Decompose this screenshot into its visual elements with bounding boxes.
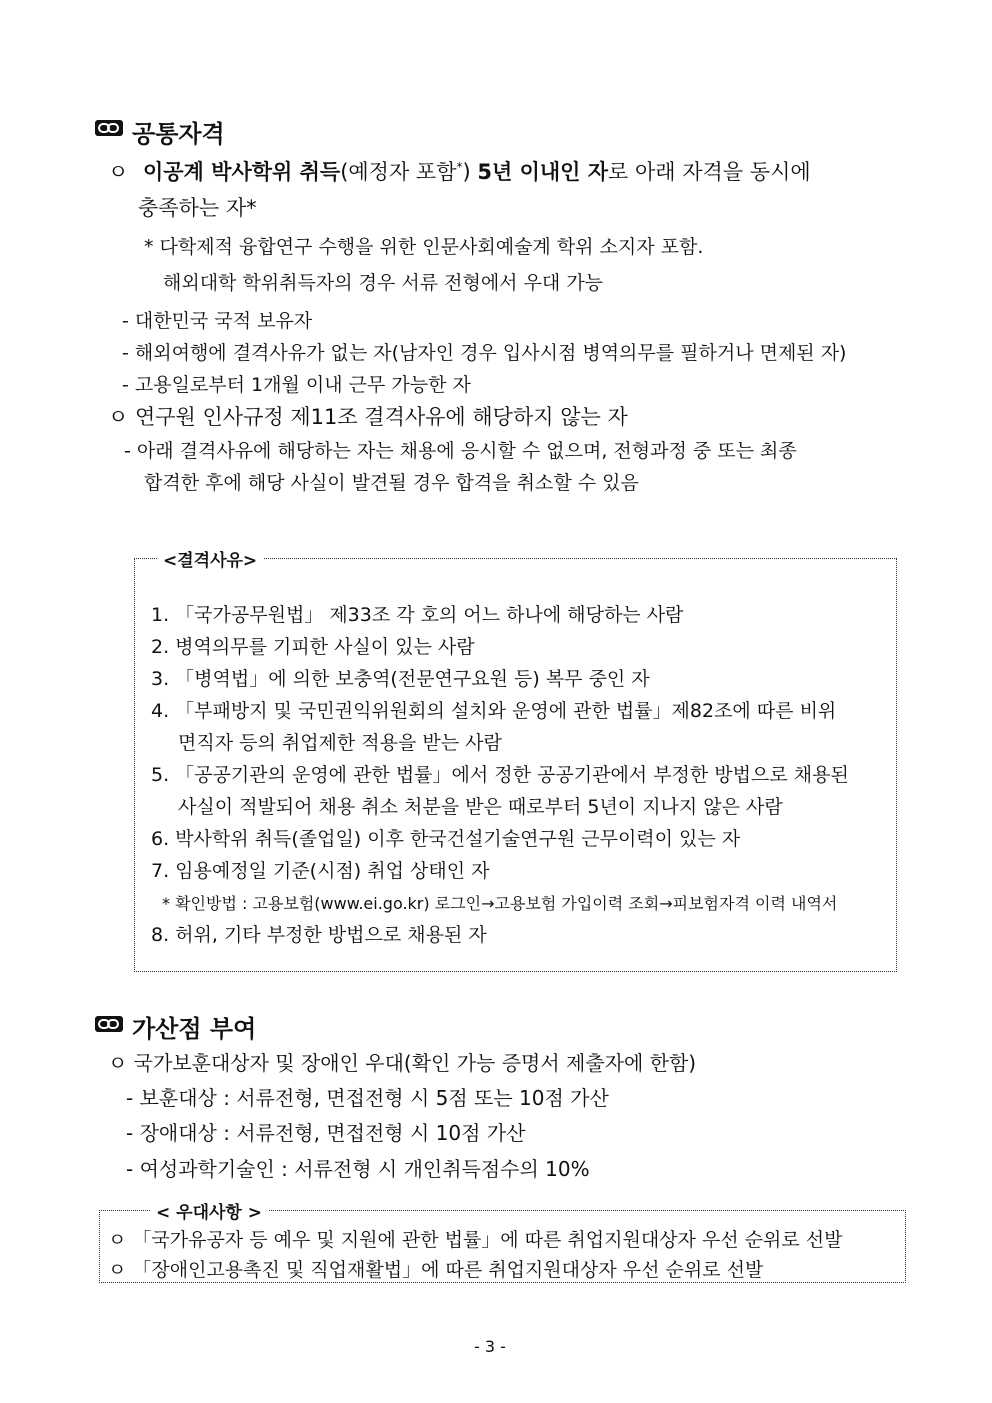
- disqualification-item-6: 6. 박사학위 취득(졸업일) 이후 한국건설기술연구원 근무이력이 있는 자: [151, 828, 741, 850]
- preference-box-title: < 우대사항 >: [150, 1198, 268, 1223]
- qualification-item-regulation: ㅇ 연구원 인사규정 제11조 결격사유에 해당하지 않는 자: [108, 405, 628, 429]
- bonus-disabled: - 장애대상 : 서류전형, 면접전형 시 10점 가산: [126, 1121, 526, 1145]
- disqualification-item-8: 8. 허위, 기타 부정한 방법으로 채용된 자: [151, 924, 487, 946]
- qualification-nationality: - 대한민국 국적 보유자: [122, 310, 313, 332]
- disqualification-item-7: 7. 임용예정일 기준(시점) 취업 상태인 자: [151, 860, 490, 882]
- disqualification-note-line1: - 아래 결격사유에 해당하는 자는 채용에 응시할 수 없으며, 전형과정 중 또는 최종: [124, 440, 797, 462]
- degree-note: (예정자 포함: [340, 160, 457, 184]
- disqualification-item-4-cont: 면직자 등의 취업제한 적용을 받는 사람: [178, 732, 502, 754]
- bullet: ㅇ: [108, 160, 129, 184]
- disqualification-item-4: 4. 「부패방지 및 국민권익위원회의 설치와 운영에 관한 법률」제82조에 따른 비위: [151, 700, 837, 722]
- link-icon: [94, 119, 124, 137]
- section-title-common-qualification: 공통자격: [132, 120, 225, 148]
- footnote-line2: 해외대학 학위취득자의 경우 서류 전형에서 우대 가능: [163, 272, 604, 294]
- qualification-item-degree-line2: 충족하는 자*: [138, 196, 257, 220]
- years-requirement: 5년 이내인 자: [477, 160, 609, 184]
- degree-requirement: 이공계 박사학위 취득: [142, 160, 341, 184]
- section-title-bonus-points: 가산점 부여: [132, 1015, 257, 1043]
- disqualification-item-3: 3. 「병역법」에 의한 보충역(전문연구요원 등) 복무 중인 자: [151, 668, 650, 690]
- disqualification-item-5: 5. 「공공기관의 운영에 관한 법률」에서 정한 공공기관에서 부정한 방법으로 채용된: [151, 764, 849, 786]
- qualification-availability: - 고용일로부터 1개월 이내 근무 가능한 자: [122, 374, 471, 396]
- qualification-item-degree: [108, 156, 898, 186]
- disqualification-verification-note: * 확인방법 : 고용보험(www.ei.go.kr) 로그인→고용보험 가입이력 조회→피보험자격 이력 내역서: [162, 894, 838, 913]
- disqualification-box-title: <결격사유>: [157, 546, 263, 571]
- bonus-women-scientists: - 여성과학기술인 : 서류전형 시 개인취득점수의 10%: [126, 1157, 590, 1181]
- page-number: - 3 -: [474, 1337, 506, 1356]
- footnote-mark: *: [456, 160, 463, 174]
- disqualification-item-5-cont: 사실이 적발되어 채용 취소 처분을 받은 때로부터 5년이 지나지 않은 사람: [178, 796, 783, 818]
- qualification-travel: - 해외여행에 결격사유가 없는 자(남자인 경우 입사시점 병역의무를 필하거나 면제된 자): [122, 342, 847, 364]
- bonus-item-veterans-disabled: ㅇ 국가보훈대상자 및 장애인 우대(확인 가능 증명서 제출자에 한함): [108, 1051, 697, 1075]
- footnote-line1: * 다학제적 융합연구 수행을 위한 인문사회예술계 학위 소지자 포함.: [144, 236, 704, 258]
- divider: [286, 558, 895, 559]
- paren-close: ): [462, 160, 478, 184]
- disqualification-note-line2: 합격한 후에 해당 사실이 발견될 경우 합격을 취소할 수 있음: [144, 472, 639, 494]
- bonus-veterans: - 보훈대상 : 서류전형, 면접전형 시 5점 또는 10점 가산: [126, 1086, 609, 1110]
- link-icon: [94, 1015, 124, 1033]
- disqualification-item-1: 1. 「국가공무원법」 제33조 각 호의 어느 하나에 해당하는 사람: [151, 604, 684, 626]
- preference-item-1: ㅇ 「국가유공자 등 예우 및 지원에 관한 법률」에 따른 취업지원대상자 우선 순위로 선발: [108, 1229, 843, 1251]
- preference-item-2: ㅇ 「장애인고용촉진 및 직업재활법」에 따른 취업지원대상자 우선 순위로 선발: [108, 1259, 764, 1281]
- degree-tail: 로 아래 자격을 동시에: [608, 160, 811, 184]
- disqualification-item-2: 2. 병역의무를 기피한 사실이 있는 사람: [151, 636, 475, 658]
